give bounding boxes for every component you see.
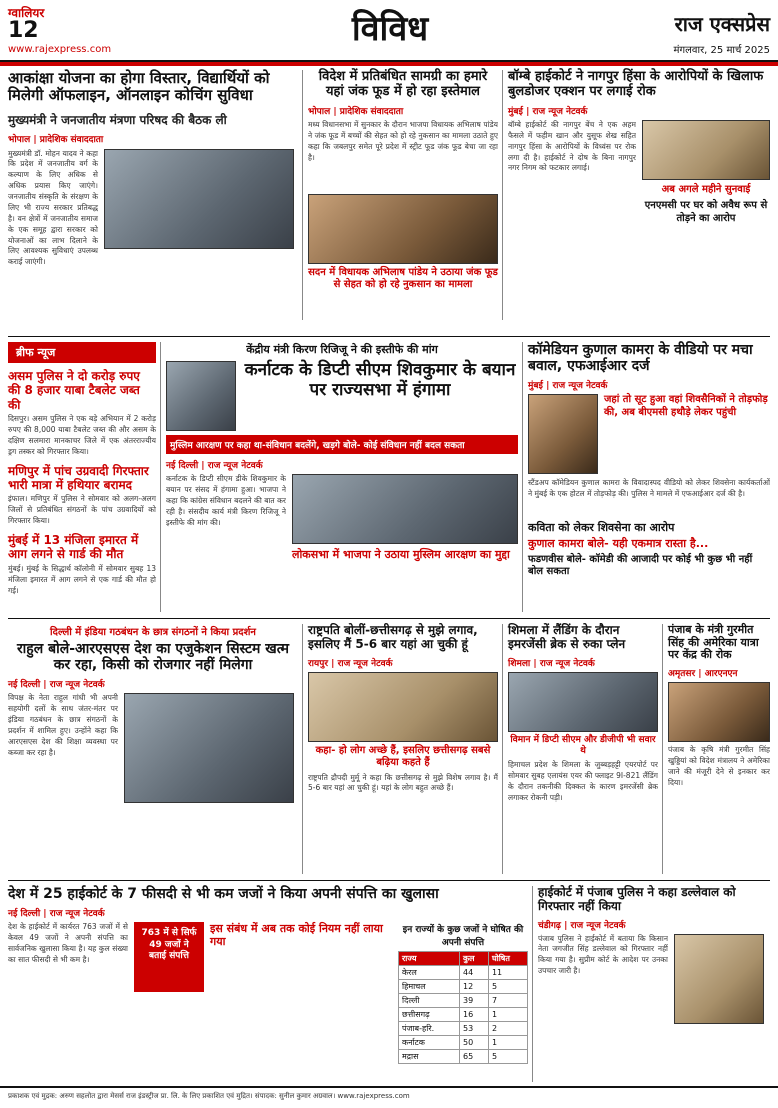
cell: 44 [460, 966, 489, 980]
body-text: बॉम्बे हाईकोर्ट की नागपुर बेंच ने एक अहम फैसले में फहीम खान और युसूफ शेख सहित नागपुर हिंसा के आरोपियों के विध्वंस पर रोक लगा दी है। हाईकोर्ट ने दोष के बिना नागपुर नगर निगम को फटकार लगाई। [508, 119, 636, 173]
president-photo [308, 672, 498, 742]
subhead: मुख्यमंत्री ने जनजातीय मंत्रणा परिषद की बैठक ली [8, 112, 227, 127]
story-dallewal [538, 886, 770, 1082]
cell: मद्रास [399, 1050, 460, 1064]
dateline: नई दिल्ली | राज न्यूज नेटवर्क [166, 461, 263, 471]
brief-headline: असम पुलिस ने दो करोड़ रुपए की 8 हजार याबा टैबलेट जब्त की [8, 369, 140, 412]
story-bombay-hc [508, 70, 770, 320]
mla-photo [308, 194, 498, 264]
subhead: इस संबंध में अब तक कोई नियम नहीं लाया गया [210, 922, 383, 949]
cell: हिमाचल [399, 980, 460, 994]
cell: 5 [488, 1050, 527, 1064]
masthead [0, 0, 778, 62]
farmer-leader-photo [674, 934, 764, 1024]
column-header: घोषित [488, 952, 527, 966]
cell: 65 [460, 1050, 489, 1064]
cell: 53 [460, 1022, 489, 1036]
divider [8, 618, 770, 619]
comedian-photo [528, 394, 598, 474]
photo-caption: सदन में विधायक अभिलाष पांडेय ने उठाया जंक फूड से सेहत को हो रहे नुकसान का मामला [308, 266, 498, 291]
body-text: विपक्ष के नेता राहुल गांधी भी अपनी सहयोगी दलों के साथ जंतर-मंतर पर इंडिया गठबंधन के छात्र संगठनों के प्रदर्शन में शामिल हुए। उन्होंने कहा कि आरएसएस देश की शिक्षा व्यवस्था पर कब्जा कर रहा है। [8, 693, 118, 757]
table-row [399, 966, 528, 980]
body-text: मुख्यमंत्री डॉ. मोहन यादव ने कहा कि प्रदेश में जनजातीय वर्ग के कल्याण के लिए अधिक से अधिक प्रयास किए जाएंगे। जनजातीय संस्कृति के संरक्षण के लिए भी राज्य सरकार प्रतिबद्ध है। वन क्षेत्रों में जनजातीय समाज के एक समूह द्वारा सरकार को योजनाओं का लाभ दिलाने के लिए आवश्यक सुविधाएं उपलब्ध कराई जाएंगी। [8, 148, 98, 267]
dateline: नई दिल्ली | राज न्यूज नेटवर्क [8, 909, 105, 920]
divider [662, 624, 663, 874]
page-number: 12 [8, 18, 39, 43]
dateline: मुंबई | राज न्यूज नेटवर्क [508, 106, 588, 117]
kicker: केंद्रीय मंत्री किरण रिजिजू ने की इस्तीफे की मांग [246, 343, 438, 356]
newspaper-logo: राज एक्सप्रेस [674, 12, 770, 36]
dateline: नई दिल्ली | राज न्यूज नेटवर्क [8, 680, 105, 691]
divider [302, 624, 303, 874]
headline: कॉमेडियन कुणाल कामरा के वीडियो पर मचा बवाल, एफआईआर दर्ज [528, 342, 753, 375]
table-header-row [399, 952, 528, 966]
headline: राहुल बोले-आरएसएस देश का एजुकेशन सिस्टम खत्म कर रहा, किसी को रोजगार नहीं मिलेगा [16, 641, 290, 674]
body-text: पंजाब के कृषि मंत्री गुरमीत सिंह खुड्डियां को विदेश मंत्रालय ने अमेरिका जाने की मंजूरी देने से इनकार कर दिया। [668, 744, 770, 787]
divider [302, 70, 303, 320]
headline: देश में 25 हाईकोर्ट के 7 फीसदी से भी कम जजों ने किया अपनी संपत्ति का खुलासा [8, 886, 439, 902]
dateline: रायपुर | राज न्यूज नेटवर्क [308, 658, 393, 669]
brief-item [8, 369, 156, 458]
cell: 16 [460, 1008, 489, 1022]
cell: केरल [399, 966, 460, 980]
body-text: राष्ट्रपति द्रौपदी मुर्मू ने कहा कि छत्तीसगढ़ से मुझे विशेष लगाव है। मैं 5-6 बार यहां आ चुकी हूं। यहां के लोग बहुत अच्छे हैं। [308, 772, 498, 793]
divider [522, 342, 523, 612]
meeting-photo [104, 149, 294, 249]
brief-news-label: ब्रीफ न्यूज [8, 342, 156, 363]
story-rahul [8, 624, 298, 874]
pull-quote: जहां तो सूट हुआ वहां शिवसैनिकों ने तोड़फोड़ की, अब बीएमसी हथौड़े लेकर पहुंची [604, 394, 768, 418]
table-row [399, 994, 528, 1008]
story-shivakumar [166, 342, 518, 612]
body-text: देश के हाईकोर्ट में कार्यरत 763 जजों में से केवल 49 जजों ने अपनी संपत्ति का सार्वजनिक खुलासा किया है। यह कुल संख्या का सात फीसदी से भी कम है। [8, 922, 128, 964]
story-akanksha [8, 70, 298, 320]
brief-body: इंफाल। मणिपुर में पुलिस ने सोमवार को अलग-अलग जिलों से प्रतिबंधित संगठनों के पांच उग्रवादियों को गिरफ्तार किया। [8, 494, 156, 526]
headline: राष्ट्रपति बोलीं-छत्तीसगढ़ से मुझे लगाव, इसलिए मैं 5-6 बार यहां आ चुकी हूं [308, 623, 478, 651]
story-judges-assets [8, 886, 528, 1082]
table-row [399, 1022, 528, 1036]
parliament-photo [292, 474, 518, 544]
headline: शिमला में लैंडिंग के दौरान इमरजेंसी ब्रेक से रुका प्लेन [508, 623, 626, 651]
dateline: शिमला | राज न्यूज नेटवर्क [508, 658, 595, 669]
body-text: स्टैंडअप कॉमेडियन कुणाल कामरा के विवादास्पद वीडियो को लेकर शिवसेना कार्यकर्ताओं ने मुंबई के एक होटल में तोड़फोड़ की। पुलिस ने मामले में एफआईआर दर्ज की है। [528, 478, 770, 499]
brief-news-column [8, 342, 156, 612]
plane-photo [508, 672, 658, 732]
cell: छत्तीसगढ़ [399, 1008, 460, 1022]
divider [502, 70, 503, 320]
assets-table [398, 951, 528, 1064]
brief-body: मुंबई। मुंबई के सिद्धार्थ कॉलोनी में सोमवार सुबह 13 मंजिला इमारत में आग लगने से एक गार्ड की मौत हो गई। [8, 563, 156, 595]
imprint-footer: प्रकाशक एवं मुद्रक: अरुण सहलोत द्वारा मेसर्स राज इंडस्ट्रीज प्रा. लि. के लिए प्रकाशित एवं मुद्रित। संपादक: सुनील कुमार अग्रवाल। www.rajexpress.com [0, 1086, 778, 1108]
column-header: कुल [460, 952, 489, 966]
portrait-photo [166, 361, 236, 431]
section-title: विविध [351, 9, 429, 49]
edition-city: ग्वालियर [8, 6, 45, 20]
dateline: चंडीगढ़ | राज न्यूज नेटवर्क [538, 920, 626, 931]
callout-hearing: अब अगले महीने सुनवाई [661, 183, 751, 195]
cell: 5 [488, 980, 527, 994]
column-header: राज्य [399, 952, 460, 966]
subhead: फडणवीस बोले- कॉमेडी की आजादी पर कोई भी कुछ भी नहीं बोल सकता [528, 553, 753, 577]
stat-callout: 763 में से सिर्फ 49 जजों ने बताई संपत्ति [134, 922, 204, 992]
cell: 39 [460, 994, 489, 1008]
photo-caption: कहा- हो लोग अच्छे हैं, इसलिए छत्तीसगढ़ सबसे बढ़िया कहते हैं [315, 744, 491, 769]
cell: 12 [460, 980, 489, 994]
inset-headline: लोकसभा में भाजपा ने उठाया मुस्लिम आरक्षण का मुद्दा [292, 548, 510, 561]
table-title: इन राज्यों के कुछ जजों ने घोषित की अपनी संपत्ति [402, 925, 524, 949]
brief-item [8, 464, 156, 527]
cell: 7 [488, 994, 527, 1008]
table-row [399, 1036, 528, 1050]
cell: 1 [488, 1036, 527, 1050]
dateline: मुंबई | राज न्यूज नेटवर्क [528, 381, 608, 392]
headline: पंजाब के मंत्री गुरमीत सिंह की अमेरिका यात्रा पर केंद्र की रोक [668, 623, 759, 662]
body-text: कर्नाटक के डिप्टी सीएम डीके शिवकुमार के बयान पर संसद में हंगामा हुआ। भाजपा ने कहा कि कांग्रेस संविधान बदलने की बात कर रही है। संसदीय कार्य मंत्री किरण रिजिजू ने इस्तीफे की मांग की। [166, 474, 286, 527]
cell: 50 [460, 1036, 489, 1050]
kicker: दिल्ली में इंडिया गठबंधन के छात्र संगठनों ने किया प्रदर्शन [50, 627, 256, 638]
headline: विदेश में प्रतिबंधित सामग्री का हमारे यहां जंक फूड में हो रहा इस्तेमाल [318, 69, 488, 99]
headline: हाईकोर्ट में पंजाब पुलिस ने कहा डल्लेवाल को गिरफ्तार नहीं किया [538, 885, 736, 913]
issue-date: मंगलवार, 25 मार्च 2025 [673, 45, 770, 56]
body-text: मध्य विधानसभा में सुनकार के दौरान भाजपा विधायक अभिलाष पांडेय ने जंक फूड में बच्चों की सेहत को हो रहे नुकसान का मामला उठाते हुए कहा कि जबलपुर समेत पूरे प्रदेश में स्ट्रीट फूड जंक फूड बेचा जा रहा है। [308, 119, 498, 162]
cell: 11 [488, 966, 527, 980]
banner: मुस्लिम आरक्षण पर कहा था-संविधान बदलेंगे, खड़गे बोले- कोई संविधान नहीं बदल सकता [166, 435, 518, 454]
story-president [308, 624, 498, 874]
demolition-photo [642, 120, 770, 180]
table-row [399, 1050, 528, 1064]
divider [502, 624, 503, 874]
top-rule [0, 62, 778, 66]
cell: 1 [488, 1008, 527, 1022]
brief-headline: मणिपुर में पांच उग्रवादी गिरफ्तार भारी मात्रा में हथियार बरामद [8, 463, 149, 493]
photo-caption: विमान में डिप्टी सीएम और डीजीपी भी सवार थे [510, 734, 656, 756]
cell: 2 [488, 1022, 527, 1036]
dateline: अमृतसर | आरएनएन [668, 668, 738, 679]
cell: पंजाब-हरि. [399, 1022, 460, 1036]
cell: कर्नाटक [399, 1036, 460, 1050]
story-junk-food [308, 70, 498, 320]
website-link[interactable]: www.rajexpress.com [8, 44, 112, 55]
table-row [399, 1008, 528, 1022]
cell: दिल्ली [399, 994, 460, 1008]
dateline: भोपाल | प्रादेशिक संवाददाता [8, 134, 104, 145]
headline: बॉम्बे हाईकोर्ट ने नागपुर हिंसा के आरोपियों के खिलाफ बुलडोजर एक्शन पर लगाई रोक [508, 69, 764, 99]
headline: कर्नाटक के डिप्टी सीएम शिवकुमार के बयान पर राज्यसभा में हंगामा [244, 360, 516, 400]
callout-nmc: एनएमसी पर घर को अवैध रूप से तोड़ने का आरोप [644, 200, 768, 224]
divider [8, 336, 770, 337]
protest-photo [124, 693, 294, 803]
dateline: भोपाल | प्रादेशिक संवाददाता [308, 106, 404, 117]
minister-photo [668, 682, 770, 742]
table-row [399, 980, 528, 994]
story-kamra [528, 342, 770, 612]
body-text: पंजाब पुलिस ने हाईकोर्ट में बताया कि किसान नेता जगजीत सिंह डल्लेवाल को गिरफ्तार नहीं किया गया है। सुप्रीम कोर्ट के आदेश पर उनका उपचार जारी है। [538, 933, 668, 976]
divider [160, 342, 161, 612]
headline: आकांक्षा योजना का होगा विस्तार, विद्यार्थियों को मिलेगी ऑफलाइन, ऑनलाइन कोचिंग सुविधा [8, 69, 270, 105]
subhead: कुणाल कामरा बोले- यही एकमात्र रास्ता है... [528, 537, 709, 551]
divider [8, 880, 770, 881]
subhead: कविता को लेकर शिवसेना का आरोप [528, 521, 675, 535]
divider [532, 886, 533, 1082]
body-text: हिमाचल प्रदेश के शिमला के जुब्बड़हट्टी एयरपोर्ट पर सोमवार सुबह एलायंस एयर की फ्लाइट 9I-821 लैंडिंग के दौरान तकनीकी दिक्कत के कारण इमरजेंसी ब्रेक लगाकर रोकनी पड़ी। [508, 760, 658, 802]
brief-item [8, 533, 156, 596]
story-punjab-minister [668, 624, 770, 874]
brief-headline: मुंबई में 13 मंजिला इमारत में आग लगने से गार्ड की मौत [8, 533, 139, 562]
story-shimla [508, 624, 658, 874]
brief-body: दिसपुर। असम पुलिस ने एक बड़े अभियान में 2 करोड़ रुपए की 8,000 याबा टैबलेट जब्त की और असम के दक्षिण सलमारा मानकाचर जिले में एक अंतरराज्यीय ड्रग तस्कर को गिरफ्तार किया। [8, 414, 156, 456]
